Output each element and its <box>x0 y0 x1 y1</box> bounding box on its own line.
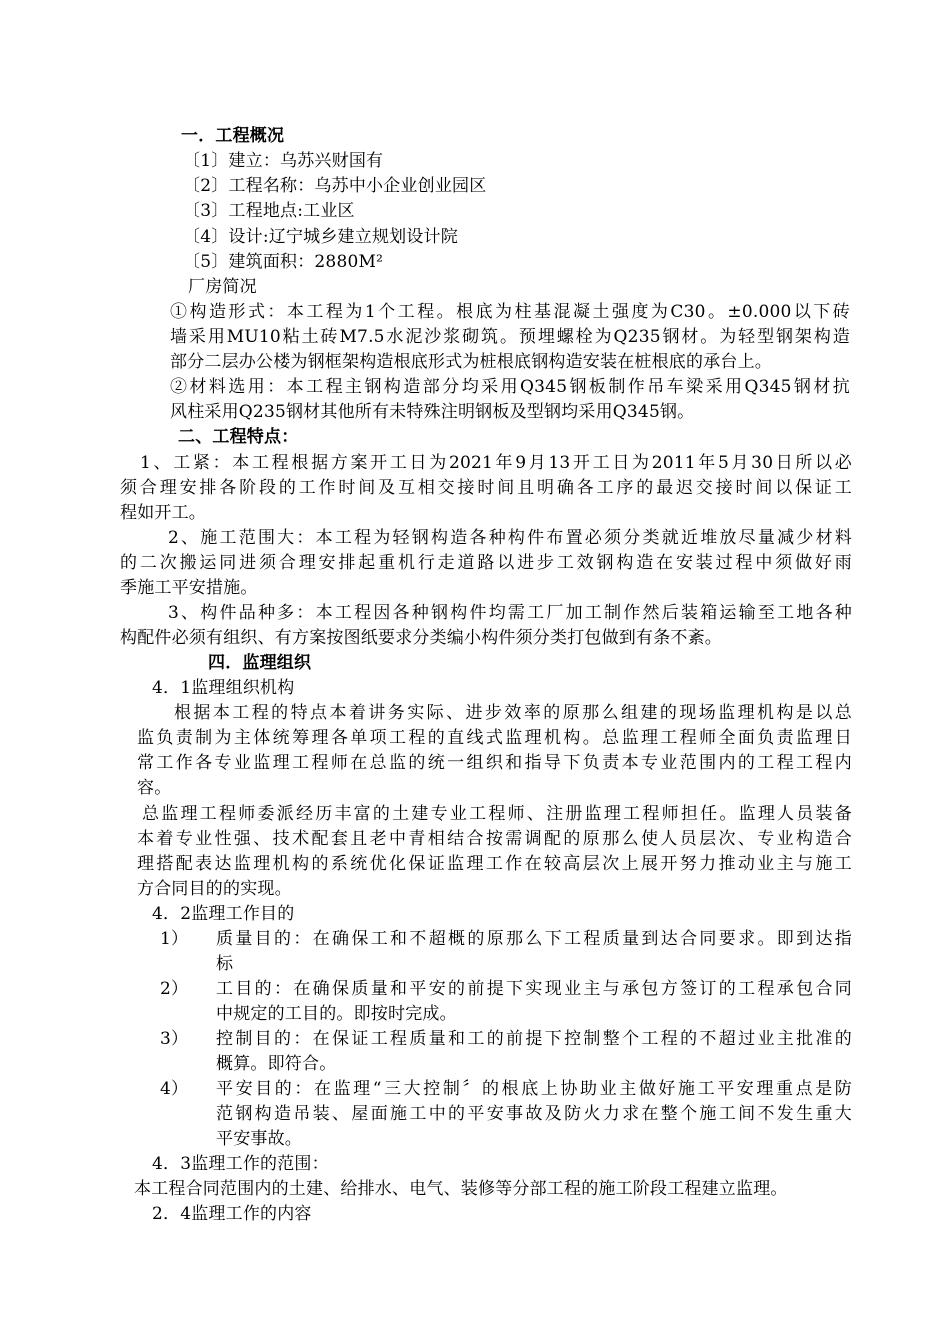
overview-item: 〔1〕建立：乌苏兴财国有 <box>183 151 384 171</box>
feature-line: 2、施工范围大：本工程为轻钢构造各种构件布置必须分类就近堆放尽量减少材料 <box>168 528 852 548</box>
section-heading-overview: 一．工程概况 <box>181 126 285 146</box>
feature-line: 季施工平安措施。 <box>120 578 258 598</box>
structure-line: 部分二层办公楼为钢框架构造根底形式为桩根底钢构造安装在桩根底的承台上。 <box>170 352 772 372</box>
goal-number: 1） <box>160 929 189 949</box>
overview-item: 〔3〕工程地点:工业区 <box>183 201 355 221</box>
org-paragraph-line: 容。 <box>137 778 172 798</box>
org-paragraph-line: 监负责制为主体统筹理各单项工程的直线式监理机构。总监理工程师全面负责监理日 <box>137 728 852 748</box>
org-paragraph-line: 本着专业性强、技术配套且老中青相结合按需调配的原那么使人员层次、专业构造合 <box>137 829 852 849</box>
subsection-title: 4．3监理工作的范围： <box>152 1154 329 1174</box>
plant-subheading: 厂房简况 <box>188 277 257 297</box>
goal-number: 2） <box>160 979 189 999</box>
goal-text: 控制目的：在保证工程质量和工的前提下控制整个工程的不超过业主批准的 <box>216 1029 852 1049</box>
goal-text: 工目的：在确保质量和平安的前提下实现业主与承包方签订的工程承包合同 <box>216 979 852 999</box>
overview-item: 〔2〕工程名称：乌苏中小企业创业园区 <box>183 176 487 196</box>
org-paragraph-line: 常工作各专业监理工程师在总监的统一组织和指导下负责本专业范围内的工程工程内 <box>137 753 852 773</box>
structure-line: 墙采用MU10粘土砖M7.5水泥沙浆砌筑。预埋螺栓为Q235钢材。为轻型钢架构造 <box>170 327 850 347</box>
subsection-title: 4．1监理组织机构 <box>152 678 295 698</box>
subsection-title: 2．4监理工作的内容 <box>152 1204 312 1224</box>
goal-text: 质量目的：在确保工和不超概的原那么下工程质量到达合同要求。即到达指 <box>216 929 852 949</box>
org-paragraph-line: 根据本工程的特点本着讲务实际、进步效率的原那么组建的现场监理机构是以总 <box>174 703 852 723</box>
feature-line: 3、构件品种多：本工程因各种钢构件均需工厂加工制作然后装箱运输至工地各种 <box>168 603 852 623</box>
structure-line: ①构造形式：本工程为1个工程。根底为柱基混凝土强度为C30。±0.000以下砖 <box>170 302 850 322</box>
feature-line: 构配件必须有组织、有方案按图纸要求分类编小构件须分类打包做到有条不紊。 <box>120 628 722 648</box>
goal-number: 3） <box>160 1029 189 1049</box>
section-heading-features: 二、工程特点： <box>178 427 299 447</box>
org-paragraph-line: 总监理工程师委派经历丰富的土建专业工程师、注册监理工程师担任。监理人员装备 <box>142 804 852 824</box>
org-paragraph-line: 方合同目的的实现。 <box>137 879 292 899</box>
feature-line: 的二次搬运同进须合理安排起重机行走道路以进步工效钢构造在安装过程中须做好雨 <box>120 553 852 573</box>
goal-text: 平安目的：在监理“三大控制〞的根底上协助业主做好施工平安理重点是防 <box>216 1079 852 1099</box>
overview-item: 〔5〕建筑面积：2880M² <box>183 252 384 272</box>
goal-text: 概算。即符合。 <box>216 1054 337 1074</box>
section-heading-organization: 四．监理组织 <box>208 653 312 673</box>
org-paragraph-line: 理搭配表达监理机构的系统优化保证监理工作在较高层次上展开努力推动业主与施工 <box>137 854 852 874</box>
goal-text: 中规定的工目的。即按时完成。 <box>216 1004 457 1024</box>
feature-line: 1、工紧：本工程根据方案开工日为2021年9月13开工日为2011年5月30日所以必 <box>140 453 852 473</box>
feature-line: 程如开工。 <box>120 503 206 523</box>
goal-text: 平安事故。 <box>216 1129 302 1149</box>
subsection-title: 4．2监理工作目的 <box>152 904 295 924</box>
feature-line: 须合理安排各阶段的工作时间及互相交接时间且明确各工序的最迟交接时间以保证工 <box>120 478 852 498</box>
goal-text: 标 <box>216 954 234 974</box>
overview-item: 〔4〕设计:辽宁城乡建立规划设计院 <box>183 227 458 247</box>
material-line: 风柱采用Q235钢材其他所有未特殊注明钢板及型钢均采用Q345钢。 <box>170 402 695 422</box>
goal-text: 范钢构造吊装、屋面施工中的平安事故及防火力求在整个施工间不发生重大 <box>216 1104 852 1124</box>
material-line: ②材料选用：本工程主钢构造部分均采用Q345钢板制作吊车梁采用Q345钢材抗 <box>170 377 850 397</box>
goal-number: 4） <box>160 1079 189 1099</box>
scope-text: 本工程合同范围内的土建、给排水、电气、装修等分部工程的施工阶段工程建立监理。 <box>134 1179 788 1199</box>
